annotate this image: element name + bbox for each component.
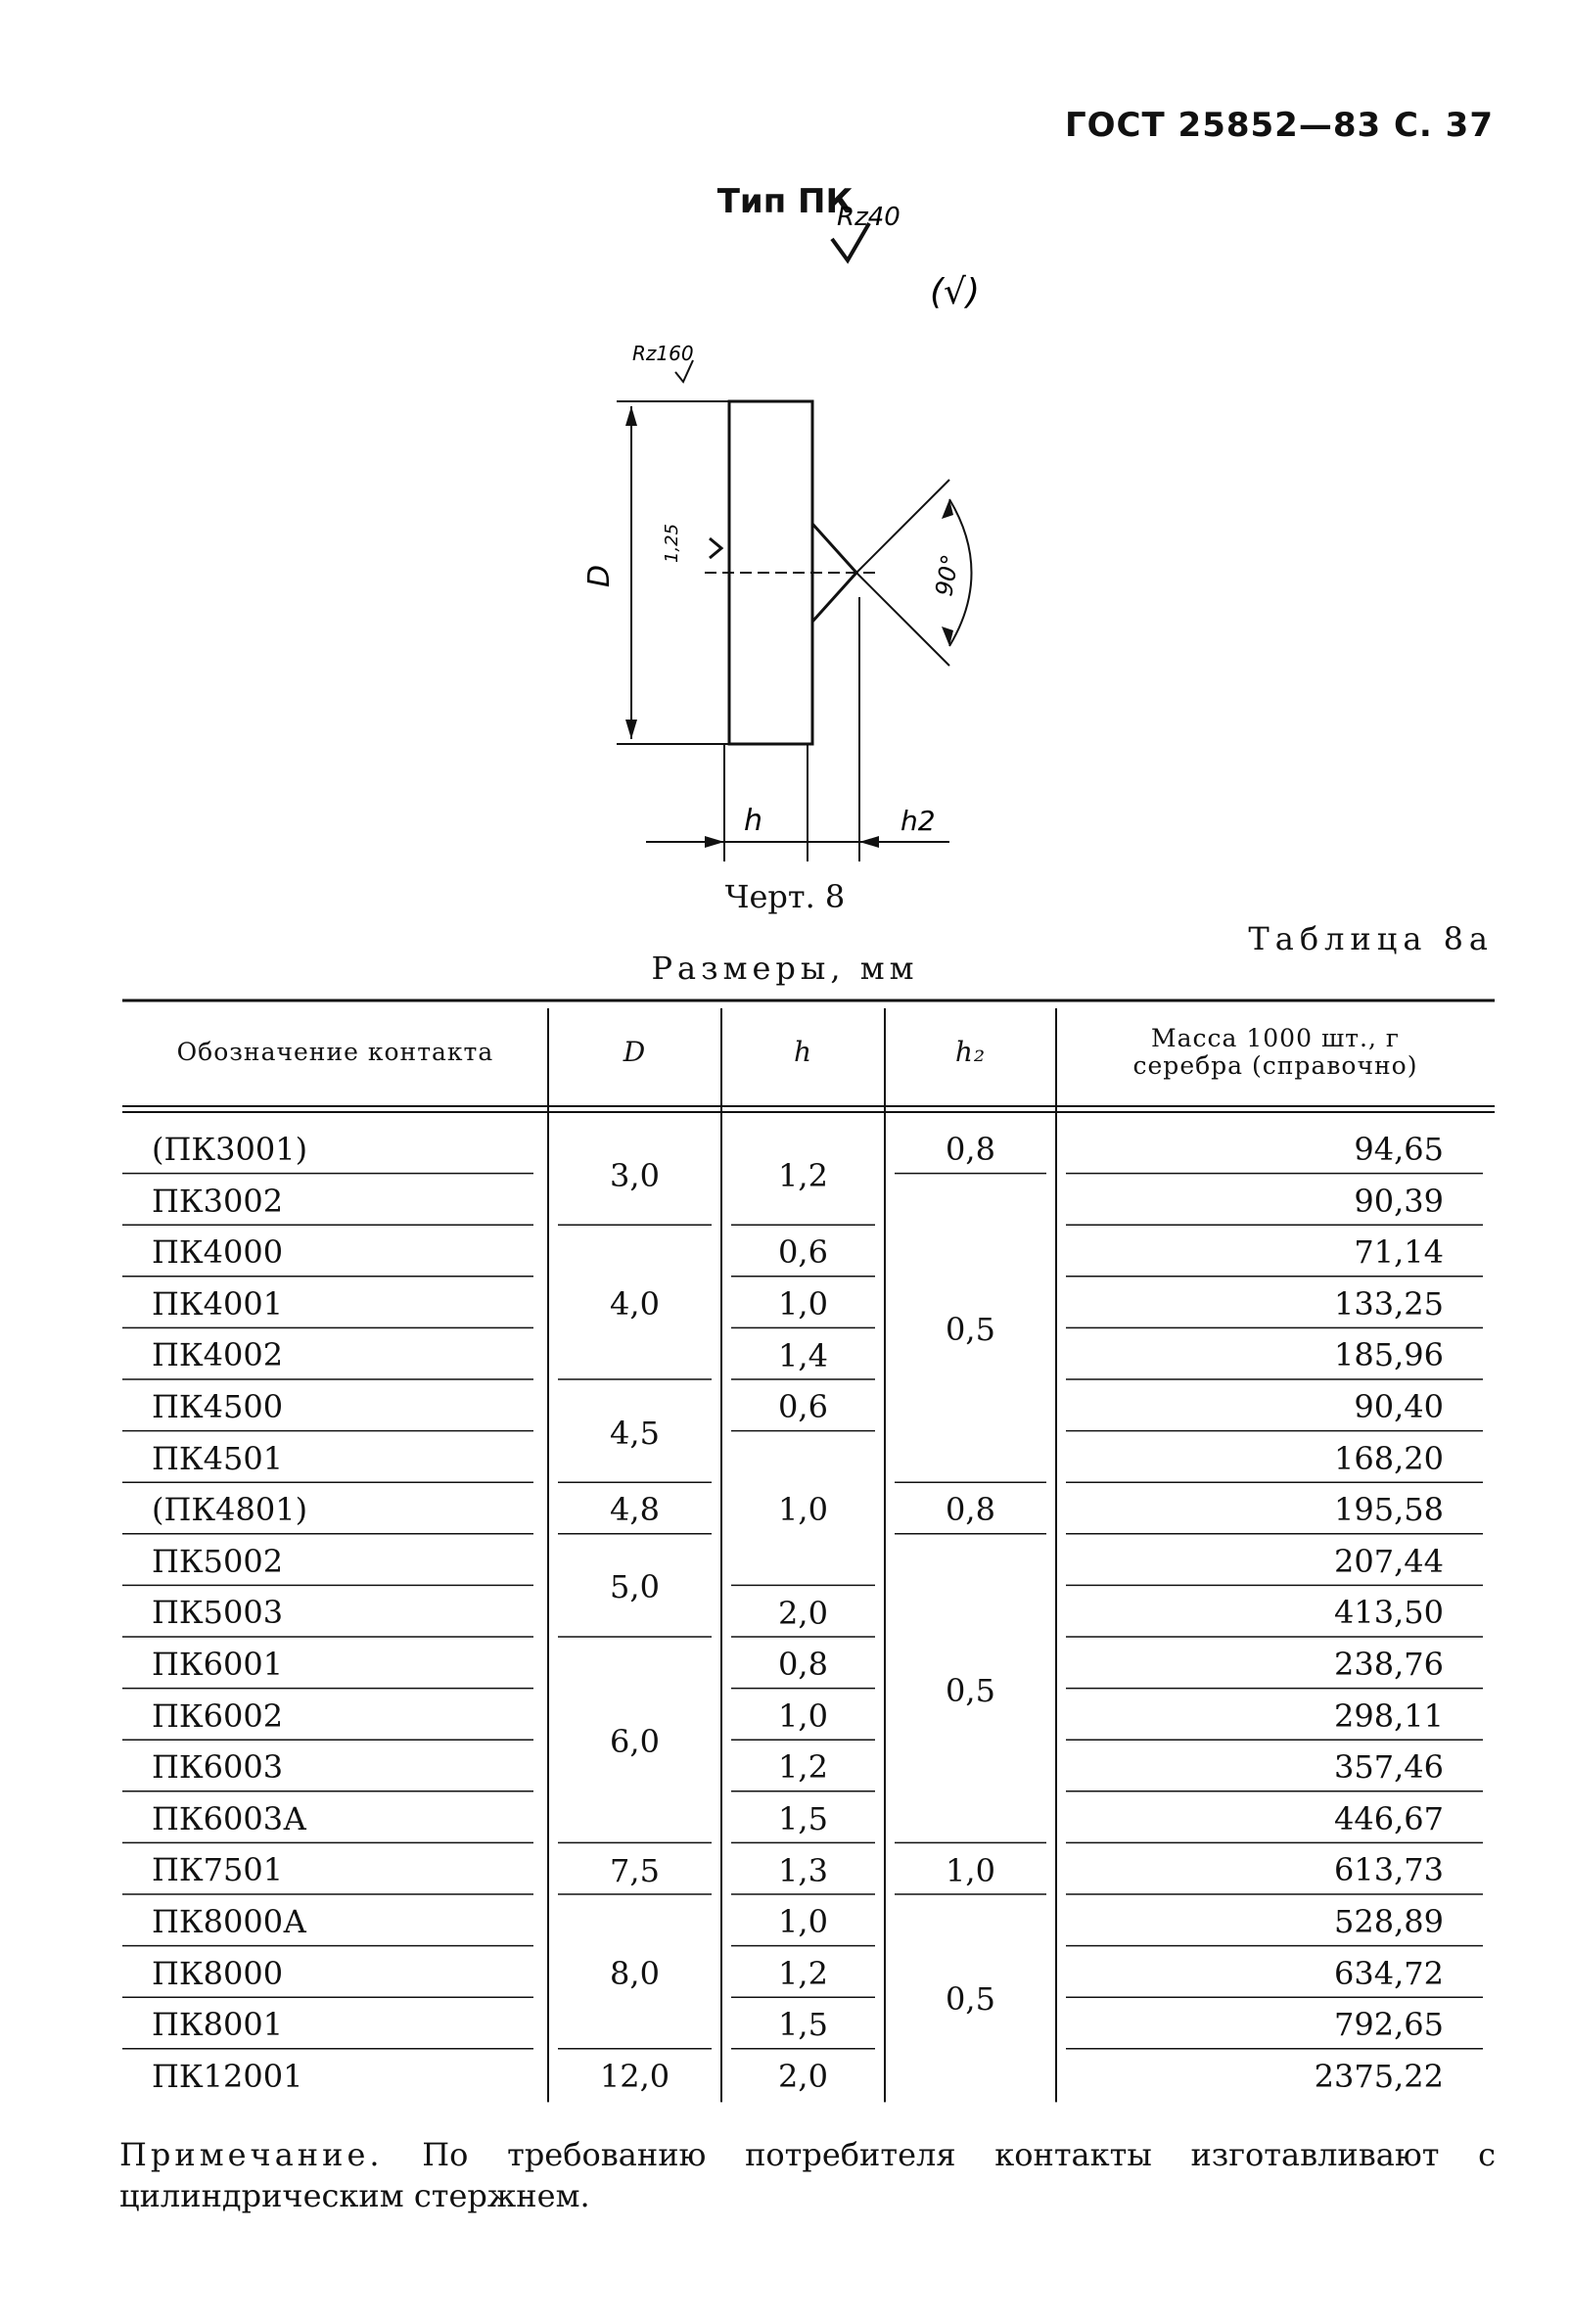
header-mass-line1: Масса 1000 шт., г (1151, 1024, 1400, 1052)
contact-mass: 446,67 (1334, 1799, 1444, 1837)
cell-h2: 0,8 (946, 1131, 995, 1169)
contact-mass: 185,96 (1334, 1336, 1444, 1374)
contact-mass: 90,40 (1354, 1388, 1444, 1425)
cell-h: 1,2 (778, 1748, 828, 1787)
contact-mass: 207,44 (1334, 1542, 1444, 1580)
dim-h-label: h (744, 804, 763, 838)
cell-h: 1,2 (778, 1156, 828, 1194)
cell-D: 5,0 (610, 1568, 660, 1606)
cell-D: 3,0 (610, 1156, 660, 1194)
cell-h: 0,8 (778, 1646, 828, 1684)
header-mass-line2: серебра (справочно) (1132, 1051, 1418, 1080)
contact-designation: ПК6001 (152, 1646, 284, 1683)
contact-mass: 613,73 (1334, 1851, 1444, 1889)
cell-h: 0,6 (778, 1233, 828, 1272)
contact-mass: 94,65 (1354, 1131, 1444, 1168)
contact-mass: 413,50 (1334, 1594, 1444, 1632)
arrow-D-bottom (625, 720, 637, 739)
table-note (119, 2134, 1496, 2216)
contact-designation: (ПК4801) (152, 1491, 308, 1529)
contact-designation: ПК4000 (152, 1233, 284, 1272)
arrow-h-left (705, 836, 724, 848)
contact-mass: 133,25 (1334, 1284, 1444, 1323)
table-label: Таблица 8а (1248, 920, 1494, 957)
cell-h2: 0,5 (946, 1980, 995, 2019)
cell-h2: 0,5 (946, 1671, 995, 1709)
contact-mass: 2375,22 (1314, 2057, 1444, 2095)
contact-designation: ПК3002 (152, 1182, 284, 1220)
contact-mass: 168,20 (1334, 1439, 1444, 1477)
cell-h: 2,0 (778, 1594, 828, 1632)
cell-h: 2,0 (778, 2058, 828, 2096)
figure-caption: Черт. 8 (724, 878, 846, 915)
cell-D: 4,5 (610, 1414, 660, 1452)
header-h2: h₂ (954, 1036, 987, 1068)
contact-designation: ПК4001 (152, 1284, 284, 1323)
note-lead: Примечание. (119, 2136, 384, 2173)
header-mass (1056, 999, 1495, 1106)
table-units: Размеры, мм (651, 950, 919, 987)
contact-designation: ПК6002 (152, 1697, 284, 1735)
dim-h2-label: h2 (900, 805, 936, 837)
cell-h2: 0,8 (946, 1491, 995, 1529)
contact-designation: ПК8000А (152, 1903, 307, 1940)
header-D: D (623, 1036, 647, 1068)
arrow-D-top (625, 406, 637, 426)
roughness-general-mark: (√) (930, 272, 981, 312)
cell-h: 1,3 (778, 1851, 828, 1889)
contact-designation: ПК5002 (152, 1542, 284, 1580)
angle-label: 90° (930, 552, 965, 599)
contact-designation: ПК7501 (152, 1851, 284, 1889)
cell-h: 1,5 (778, 1800, 828, 1838)
header-designation: Обозначение контакта (176, 1038, 494, 1066)
roughness-side-label: 1,25 (662, 523, 682, 563)
contact-mass: 71,14 (1354, 1233, 1444, 1272)
contact-mass: 634,72 (1334, 1954, 1444, 1992)
cell-h: 1,5 (778, 2006, 828, 2044)
dim-D-label: D (582, 564, 617, 587)
page-header: ГОСТ 25852—83 С. 37 (1064, 106, 1494, 145)
note-text: По требованию потребителя контакты изготавливают с цилиндрическим стержнем. (119, 2136, 1497, 2214)
cell-D: 12,0 (599, 2058, 670, 2096)
contact-designation: (ПК3001) (152, 1131, 308, 1168)
cell-D: 4,0 (610, 1285, 660, 1324)
cell-D: 4,8 (610, 1491, 660, 1529)
roughness-rz160-label: Rz160 (632, 342, 694, 365)
contact-mass: 90,39 (1354, 1182, 1444, 1220)
cell-h: 1,0 (778, 1285, 828, 1324)
contact-designation: ПК5003 (152, 1594, 284, 1632)
contact-mass: 238,76 (1334, 1646, 1444, 1683)
cell-h: 1,0 (778, 1903, 828, 1941)
cell-h: 0,6 (778, 1388, 828, 1426)
cell-D: 7,5 (610, 1851, 660, 1889)
figure-title: Тип ПК (716, 182, 854, 221)
contact-designation: ПК4002 (152, 1336, 284, 1374)
contact-designation: ПК8001 (152, 2006, 284, 2044)
contact-designation: ПК4501 (152, 1439, 284, 1477)
contact-mass: 195,58 (1334, 1491, 1444, 1529)
cell-D: 8,0 (610, 1954, 660, 1992)
dimensions-table (122, 999, 1495, 2115)
cell-h: 1,0 (778, 1697, 828, 1735)
contact-mass: 528,89 (1334, 1903, 1444, 1940)
roughness-check-side (710, 538, 721, 558)
cell-h2: 0,5 (946, 1311, 995, 1349)
header-h: h (793, 1036, 813, 1068)
cell-h: 1,2 (778, 1954, 828, 1992)
cell-D: 6,0 (610, 1723, 660, 1761)
cell-h2: 1,0 (946, 1851, 995, 1889)
contact-designation: ПК6003А (152, 1799, 307, 1837)
contact-designation: ПК4500 (152, 1388, 284, 1425)
contact-designation: ПК6003 (152, 1748, 284, 1787)
contact-mass: 298,11 (1334, 1697, 1444, 1735)
contact-designation: ПК12001 (152, 2057, 303, 2095)
contact-designation: ПК8000 (152, 1954, 284, 1992)
cell-h: 1,4 (778, 1336, 828, 1374)
roughness-rz40-label: Rz40 (837, 203, 900, 232)
technical-drawing (558, 203, 1067, 885)
arrow-h2-right (859, 836, 879, 848)
contact-drawing-svg (558, 203, 1067, 881)
cell-h: 1,0 (778, 1491, 828, 1529)
contact-mass: 357,46 (1334, 1748, 1444, 1787)
contact-mass: 792,65 (1334, 2006, 1444, 2044)
